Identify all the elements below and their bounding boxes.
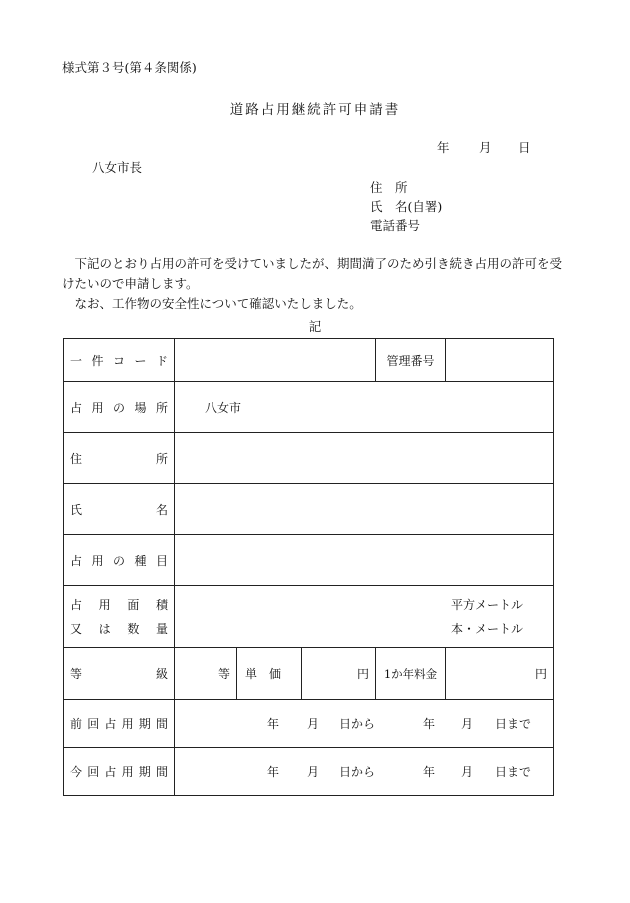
current-period-label-cell <box>64 748 175 796</box>
label-char: 積 <box>155 597 168 612</box>
area-label-1 <box>64 593 174 617</box>
label-char: 目 <box>155 553 168 568</box>
management-number-field[interactable] <box>446 339 554 382</box>
label-char: 占 <box>104 765 117 779</box>
label-char: 場 <box>134 400 147 415</box>
label-char: の <box>112 400 125 415</box>
label-char: 所 <box>155 400 168 415</box>
label-char: 又 <box>70 621 83 636</box>
unit-square-meter: 平方メートル <box>451 597 524 612</box>
label-char: 今 <box>70 765 83 779</box>
row-name <box>64 484 554 535</box>
label-char: 用 <box>98 597 111 612</box>
row-occupancy-type <box>64 535 554 586</box>
statement-line-1: 下記のとおり占用の許可を受けていましたが、期間満了のため引き続き占用の許可を受けたいので申請します。 <box>62 256 563 291</box>
unit-price-label-cell <box>237 648 302 700</box>
type-label <box>64 552 174 569</box>
annual-fee-field[interactable]: 円 <box>446 648 554 700</box>
applicant-phone-label: 電話番号 <box>370 218 421 233</box>
label-char: 間 <box>155 717 168 731</box>
ki-heading: 記 <box>308 319 322 334</box>
label-char: ー <box>134 353 147 368</box>
label-char: 数 <box>127 621 140 636</box>
unit-price-field[interactable]: 円 <box>302 648 376 700</box>
applicant-address-label: 住 所 <box>370 180 408 195</box>
prev-end-month: 月 <box>461 717 474 731</box>
area-label-cell <box>64 586 175 648</box>
label-char: 面 <box>127 597 140 612</box>
grade-field[interactable]: 等 <box>175 648 237 700</box>
previous-period-field[interactable] <box>175 700 554 748</box>
management-number-label: 管理番号 <box>376 339 446 382</box>
label-char: 等 <box>70 667 83 681</box>
label-char: 期 <box>138 765 151 779</box>
previous-period-label-cell <box>64 700 175 748</box>
label-char: 種 <box>134 553 147 568</box>
label-char: 回 <box>87 765 100 779</box>
address-label-cell <box>64 433 175 484</box>
location-label-cell <box>64 382 175 433</box>
current-period-template <box>175 763 553 780</box>
label-char: 件 <box>91 353 104 368</box>
location-label <box>64 399 174 416</box>
item-code-label-cell <box>64 339 175 382</box>
grade-label-cell <box>64 648 175 700</box>
row-previous-period <box>64 700 554 748</box>
annual-fee-label: 1か年料金 <box>376 648 446 700</box>
label-char: 占 <box>70 553 83 568</box>
current-period-label <box>64 763 174 780</box>
label-char: 占 <box>70 400 83 415</box>
label-char: 級 <box>155 667 168 681</box>
cur-end-month: 月 <box>461 765 474 779</box>
cur-to: 日まで <box>495 765 532 779</box>
type-field[interactable] <box>175 535 554 586</box>
row-grade <box>64 648 554 700</box>
label-char: 用 <box>91 400 104 415</box>
label-char: 用 <box>121 717 134 731</box>
label-char: は <box>98 621 111 636</box>
name-label <box>64 501 174 518</box>
current-period-field[interactable] <box>175 748 554 796</box>
label-char: コ <box>112 353 125 368</box>
application-statement <box>62 254 562 314</box>
row-current-period <box>64 748 554 796</box>
date-day-label: 日 <box>518 140 531 155</box>
label-char: 期 <box>138 717 151 731</box>
date-month-label: 月 <box>479 140 492 155</box>
label-char: 所 <box>155 451 168 466</box>
label-char: ド <box>155 353 168 368</box>
location-field[interactable]: 八女市 <box>175 382 554 433</box>
row-item-code <box>64 339 554 382</box>
item-code-field[interactable] <box>175 339 376 382</box>
label-char: 氏 <box>70 502 83 517</box>
label-char: 間 <box>155 765 168 779</box>
label-char: 一 <box>70 353 83 368</box>
prev-end-year: 年 <box>423 717 436 731</box>
unit-price-label: 単 価 <box>245 667 282 681</box>
statement-line-2: なお、工作物の安全性について確認いたしました。 <box>74 296 362 311</box>
label-char: 占 <box>104 717 117 731</box>
address-label <box>64 450 174 467</box>
cur-year: 年 <box>267 765 280 779</box>
name-label-cell <box>64 484 175 535</box>
label-char: 前 <box>70 717 83 731</box>
label-char: 回 <box>87 717 100 731</box>
area-label-2 <box>64 617 174 641</box>
grade-label <box>64 665 174 682</box>
type-label-cell <box>64 535 175 586</box>
cur-month: 月 <box>307 765 320 779</box>
form-number-label: 様式第３号(第４条関係) <box>62 60 197 75</box>
previous-period-label <box>64 715 174 732</box>
addressee: 八女市長 <box>92 160 143 175</box>
label-char: 用 <box>121 765 134 779</box>
name-field[interactable] <box>175 484 554 535</box>
prev-to: 日まで <box>495 717 532 731</box>
area-field[interactable] <box>175 586 554 648</box>
previous-period-template <box>175 715 553 732</box>
prev-month: 月 <box>307 717 320 731</box>
document-title: 道路占用継続許可申請書 <box>229 102 401 118</box>
label-char: 用 <box>91 553 104 568</box>
label-char: 名 <box>155 502 168 517</box>
cur-end-year: 年 <box>423 765 436 779</box>
address-field[interactable] <box>175 433 554 484</box>
label-char: 占 <box>70 597 83 612</box>
prev-from: 日から <box>339 717 376 731</box>
row-area-quantity <box>64 586 554 648</box>
prev-year: 年 <box>267 717 280 731</box>
row-occupancy-location <box>64 382 554 433</box>
applicant-name-label: 氏 名(自署) <box>370 199 443 214</box>
unit-count-meter: 本・メートル <box>451 621 524 636</box>
label-char: 量 <box>155 621 168 636</box>
date-year-label: 年 <box>437 140 450 155</box>
cur-from: 日から <box>339 765 376 779</box>
label-char: 住 <box>70 451 83 466</box>
application-table <box>63 338 554 796</box>
item-code-label <box>64 352 174 369</box>
row-address <box>64 433 554 484</box>
label-char: の <box>112 553 125 568</box>
